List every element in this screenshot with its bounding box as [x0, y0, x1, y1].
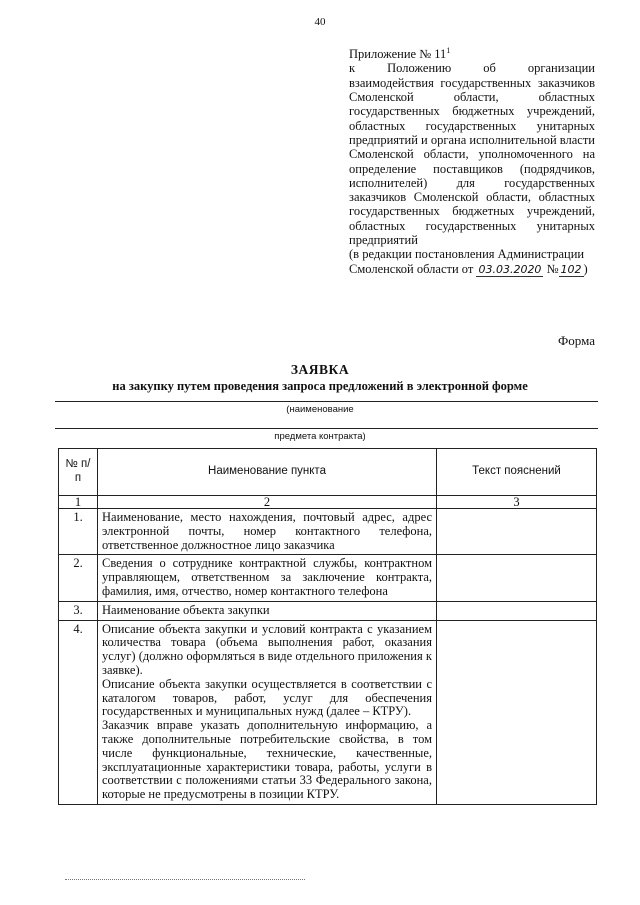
row-text	[98, 555, 437, 601]
row-paragraph: Описание объекта закупки осуществляется в соответствии с каталогом товаров, работ, услуг для обеспечения государственных и муниципальных нужд (далее – КТРУ).	[102, 676, 432, 719]
header-item-name: Наименование пункта	[98, 449, 437, 496]
row-text	[98, 620, 437, 804]
table-column-numbers	[59, 496, 597, 509]
col-number: 3	[437, 496, 597, 509]
revision-num-sign: №	[546, 261, 559, 276]
row-num: 1.	[59, 509, 98, 555]
page-number: 40	[314, 16, 326, 28]
row-paragraph: Наименование объекта закупки	[102, 602, 270, 617]
application-table	[58, 448, 597, 805]
row-num: 3.	[59, 601, 98, 620]
forma-label: Форма	[558, 333, 595, 348]
appendix-heading-text: Приложение № 11	[349, 47, 447, 62]
table-row	[59, 620, 597, 804]
row-note	[437, 601, 597, 620]
appendix-revision-line2	[349, 262, 595, 277]
row-paragraph: Сведения о сотруднике контрактной службы, контрактном управляющем, ответственном за заключение контракта, фамилия, имя, отчество, номер контактного телефона	[102, 556, 432, 598]
row-num: 2.	[59, 555, 98, 601]
row-note	[437, 620, 597, 804]
caption-name: (наименование	[286, 404, 354, 415]
row-paragraph: Заказчик вправе указать дополнительную информацию, а также дополнительные потребительские свойства, в том числе функциональные, технические, качественные, эксплуатационные характеристики товара, работы, услуги в соответствии с положениями статьи 33 Федерального закона, которые не предусмотрены в позиции КТРУ.	[102, 718, 432, 802]
table-row	[59, 601, 597, 620]
row-paragraph: Описание объекта закупки и условий контракта с указанием количества товара (объема выполнения работ, оказания услуг) (должно оформляться в виде отдельного приложения к заявке).	[102, 621, 432, 677]
fill-line-1	[55, 401, 598, 402]
row-note	[437, 509, 597, 555]
table-header-row	[59, 449, 597, 496]
appendix-heading-sup: 1	[446, 46, 451, 55]
appendix-body: к Положению об организации взаимодействия государственных заказчиков Смоленской области, областных государственных бюджетных учреждений, областных государственных унитарных предприятий и органа исполнительной власти Смоленской области, уполномоченного на определение поставщиков (подрядчиков, исполнителей) для государственных заказчиков Смоленской области, областных государственных бюджетных учреждений, областных государственных унитарных предприятий	[349, 61, 595, 248]
row-text	[98, 509, 437, 555]
appendix-revision-line1: (в редакции постановления Администрации	[349, 247, 585, 262]
document-subtitle: на закупку путем проведения запроса предложений в электронной форме	[112, 379, 528, 393]
row-note	[437, 555, 597, 601]
handwritten-date: 03.03.2020	[478, 262, 542, 276]
col-number: 1	[59, 496, 98, 509]
row-text	[98, 601, 437, 620]
col-number: 2	[98, 496, 437, 509]
appendix-block	[349, 44, 595, 277]
revision-prefix: Смоленской области от	[349, 261, 474, 276]
row-paragraph: Наименование, место нахождения, почтовый адрес, адрес электронной почты, номер контактного телефона, ответственное должностное лицо заказчика	[102, 510, 432, 552]
table-row	[59, 509, 597, 555]
row-num: 4.	[59, 620, 98, 804]
handwritten-number: 102	[560, 262, 582, 276]
header-num: № п/п	[59, 449, 98, 496]
header-explanation: Текст пояснений	[437, 449, 597, 496]
document-title: ЗАЯВКА	[290, 362, 350, 377]
fill-line-2	[55, 428, 598, 429]
scan-artifact-line	[65, 879, 305, 880]
caption-subject: предмета контракта)	[274, 431, 366, 442]
revision-close: )	[583, 261, 588, 276]
appendix-heading	[349, 44, 595, 61]
table-row	[59, 555, 597, 601]
